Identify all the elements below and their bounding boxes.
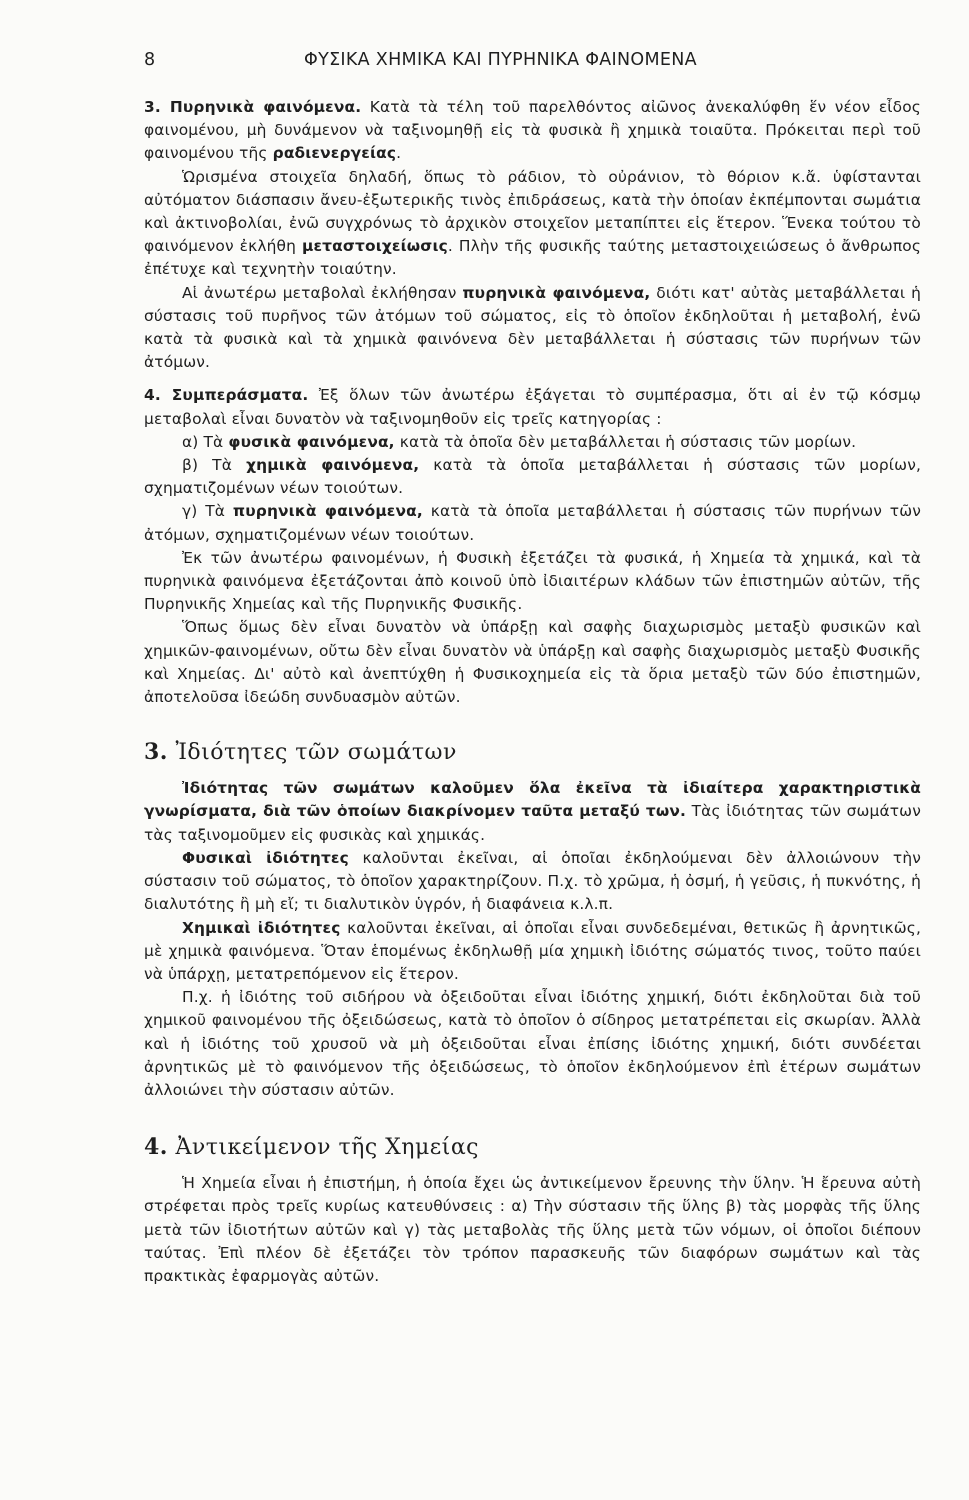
paragraph: Ὡρισμένα στοιχεῖα δηλαδή, ὅπως τὸ ράδιον, τὸ οὐράνιον, τὸ θόριον κ.ἄ. ὑφίστανται αὐτόματον διάσπασιν ἄνευ-ἐξωτερικῆς τινὸς ἐπιδράσεως, κατὰ τὴν ὁποίαν ἐκπέμπονται σωμάτια καὶ ἀκτινοβολίαι, ἐνῶ συγχρόνως τὸ ἀρχικὸν στοιχεῖον μεταπίπτει εἰς ἕτερον. Ἕνεκα τούτου τὸ φαινόμενον ἐκλήθη μεταστοιχείωσις. Πλὴν τῆς φυσικῆς ταύτης μεταστοιχειώσεως ὁ ἄνθρωπος ἐπέτυχε καὶ τεχνητὴν τοιαύτην. xyxy=(144,167,922,279)
paragraph: Ἡ Χημεία εἶναι ἡ ἐπιστήμη, ἡ ὁποία ἔχει ὡς ἀντικείμενον ἔρευνης τὴν ὕλην. Ἡ ἔρευνα αὐτὴ στρέφεται πρὸς τρεῖς κυρίως κατευθύνσεις : α) Τὴν σύστασιν τῆς ὕλης β) τὰς μορφὰς τῆς ὕλης μετὰ τῶν ἰδιοτήτων αὐτῶν καὶ γ) τὰς μεταβολὰς τῆς ὕλης μετὰ τῶν νόμων, οἱ ὁποῖοι διέπουν ταύτας. Ἐπὶ πλέον δὲ ἐξετάζει τὸν τρόπον παρασκευῆς τῶν διαφόρων σωμάτων καὶ τὰς πρακτικὰς ἐφαρμογὰς αὐτῶν. xyxy=(144,1174,921,1285)
paragraph: Ἰδιότητας τῶν σωμάτων καλοῦμεν ὅλα ἐκεῖνα τὰ ἰδιαίτερα χαρακτηριστικὰ γνωρίσματα, διὰ τῶν ὁποίων διακρίνομεν ταῦτα μεταξύ των. Τὰς ἰδιότητας τῶν σωμάτων τὰς ταξινομοῦμεν εἰς φυσικὰς καὶ χημικάς. xyxy=(144,779,921,844)
paragraph: Αἱ ἀνωτέρω μεταβολαὶ ἐκλήθησαν πυρηνικὰ φαινόμενα, διότι κατ' αὐτὰς μεταβάλλεται ἡ σύστασις τοῦ πυρῆνος τῶν ἀτόμων τοῦ σώματος, εἰς τὸ ὁποῖον ἐκδηλοῦται ἡ μεταβολή, ἐνῶ κατὰ τὰ φυσικὰ καὶ τὰ χημικὰ φαινόνενα δὲν μεταβάλλεται ἡ σύστασις τῶν πυρήνων τῶν ἀτόμων. xyxy=(144,283,922,372)
running-title: ΦΥΣΙΚΑ ΧΗΜΙΚΑ ΚΑΙ ΠΥΡΗΝΙΚΑ ΦΑΙΝΟΜΕΝΑ xyxy=(304,50,697,70)
list-item: β) Τὰ χημικὰ φαινόμενα, κατὰ τὰ ὁποῖα μεταβάλλεται ἡ σύστασις τῶν μορίων, σχηματιζομένων νέων τοιούτων. xyxy=(144,456,921,498)
subsection-label: 3. Πυρηνικὰ φαινόμενα. xyxy=(144,98,362,116)
page-number: 8 xyxy=(144,50,156,70)
page-body xyxy=(144,96,921,1288)
term: μεταστοιχείωσις xyxy=(301,237,448,256)
section-heading: 3. Ἰδιότητες τῶν σωμάτων xyxy=(144,739,457,766)
paragraph: Φυσικαὶ ἰδιότητες καλοῦνται ἐκεῖναι, αἱ ὁποῖαι ἐκδηλούμεναι δὲν ἀλλοιώνουν τὴν σύστασιν τοῦ σώματος, τὸ ὁποῖον χαρακτηρίζουν. Π.χ. τὸ χρῶμα, ἡ ὀσμή, ἡ γεῦσις, ἡ πυκνότης, ἡ διαλυτότης ἢ μὴ εἴ; τι διαλυτικὸν ὑγρόν, ἡ διαφάνεια κ.λ.π. xyxy=(144,848,921,914)
paragraph-nuclear-phenomena: 3. Πυρηνικὰ φαινόμενα. Κατὰ τὰ τέλη τοῦ παρελθόντος αἰῶνος ἀνεκαλύφθη ἕν νέον εἶδος φαινομένου, μὴ δυνάμενον νὰ ταξινομηθῇ εἰς τὰ φυσικὰ ἢ χημικὰ τοιαῦτα. Πρόκειται περὶ τοῦ φαινομένου τῆς ραδιενεργείας. xyxy=(144,98,921,163)
term: πυρηνικὰ φαινόμενα, xyxy=(462,283,651,302)
list-item: γ) Τὰ πυρηνικὰ φαινόμενα, κατὰ τὰ ὁποῖα μεταβάλλεται ἡ σύστασις τῶν πυρήνων τῶν ἀτόμων, σχηματιζομένων νέων τοιούτων. xyxy=(144,502,922,544)
page-header xyxy=(144,50,921,76)
paragraph-conclusions: 4. Συμπεράσματα. Ἐξ ὅλων τῶν ἀνωτέρω ἐξάγεται τὸ συμπέρασμα, ὅτι αἱ ἐν τῷ κόσμῳ μεταβολαὶ εἶναι δυνατὸν νὰ ταξινομηθοῦν εἰς τρεῖς κατηγορίας : xyxy=(144,386,921,428)
paragraph: Ὅπως ὅμως δὲν εἶναι δυνατὸν νὰ ὑπάρξῃ καὶ σαφὴς διαχωρισμὸς μεταξὺ φυσικῶν καὶ χημικῶν-φαινομένων, οὔτω δὲν εἶναι δυνατὸν νὰ ὑπάρξῃ καὶ σαφὴς διαχωρισμὸς μεταξὺ Φυσικῆς καὶ Χημείας. Δι' αὐτὸ καὶ ἀνεπτύχθη ἡ Φυσικοχημεία εἰς τὰ ὅρια μεταξὺ τῶν δύο ἐπιστημῶν, ἀποτελοῦσα ἰδεώδη συνδυασμὸν αὐτῶν. xyxy=(144,618,921,707)
term: πυρηνικὰ φαινόμενα, xyxy=(232,502,423,521)
paragraph: Π.χ. ἡ ἰδιότης τοῦ σιδήρου νὰ ὀξειδοῦται εἶναι ἰδιότης χημική, διότι ἐκδηλοῦται διὰ τοῦ χημικοῦ φαινομένου τῆς ὀξειδώσεως, κατὰ τὸ ὁποῖον ὁ σίδηρος μετατρέπεται εἰς σκωρίαν. Ἀλλὰ καὶ ἡ ἰδιότης τοῦ χρυσοῦ νὰ μὴ ὀξειδοῦται εἶναι ἐπίσης ἰδιότης χημική, διότι συνδέεται ἀρνητικῶς μὲ τὸ φαινόμενον τῆς ὀξειδώσεως, τὸ ὁποῖον ἐκδηλούμενον ἐπὶ ἑτέρων σωμάτων ἀλλοιώνει τὴν σύστασιν αὐτῶν. xyxy=(144,988,921,1099)
term: ραδιενεργείας xyxy=(272,144,397,163)
section-heading: 4. Ἀντικείμενον τῆς Χημείας xyxy=(144,1134,479,1161)
subsection-label: 4. Συμπεράσματα. xyxy=(144,386,309,405)
term: χημικὰ φαινόμενα, xyxy=(246,456,420,475)
term: Φυσικαὶ ἰδιότητες xyxy=(182,848,349,867)
paragraph: Χημικαὶ ἰδιότητες καλοῦνται ἐκεῖναι, αἱ ὁποῖαι εἶναι συνδεδεμέναι, θετικῶς ἢ ἀρνητικῶς, μὲ χημικὰ φαινόμενα. Ὅταν ἑπομένως ἐκδηλωθῇ μία χημικὴ ἰδιότης σώματός τινος, τοῦτο παύει νὰ ὑπάρχῃ, μετατρεπόμενον εἰς ἕτερον. xyxy=(144,918,921,983)
term: φυσικὰ φαινόμενα, xyxy=(228,432,395,451)
paragraph: Ἐκ τῶν ἀνωτέρω φαινομένων, ἡ Φυσικὴ ἐξετάζει τὰ φυσικά, ἡ Χημεία τὰ χημικά, καὶ τὰ πυρηνικὰ φαινόμενα ἐξετάζονται ἀπὸ κοινοῦ ὑπὸ ἰδιαιτέρων κλάδων τῶν ἐπιστημῶν αὐτῶν, τῆς Πυρηνικῆς Χημείας καὶ τῆς Πυρηνικῆς Φυσικῆς. xyxy=(144,548,921,614)
list-item: α) Τὰ φυσικὰ φαινόμενα, κατὰ τὰ ὁποῖα δὲν μεταβάλλεται ἡ σύστασις τῶν μορίων. xyxy=(182,432,857,451)
definition: Ἰδιότητας τῶν σωμάτων καλοῦμεν ὅλα ἐκεῖνα τὰ ἰδιαίτερα χαρακτηριστικὰ γνωρίσματα, διὰ τῶν ὁποίων διακρίνομεν ταῦτα μεταξύ των. xyxy=(144,779,921,821)
term: Χημικαὶ ἰδιότητες xyxy=(182,918,341,937)
